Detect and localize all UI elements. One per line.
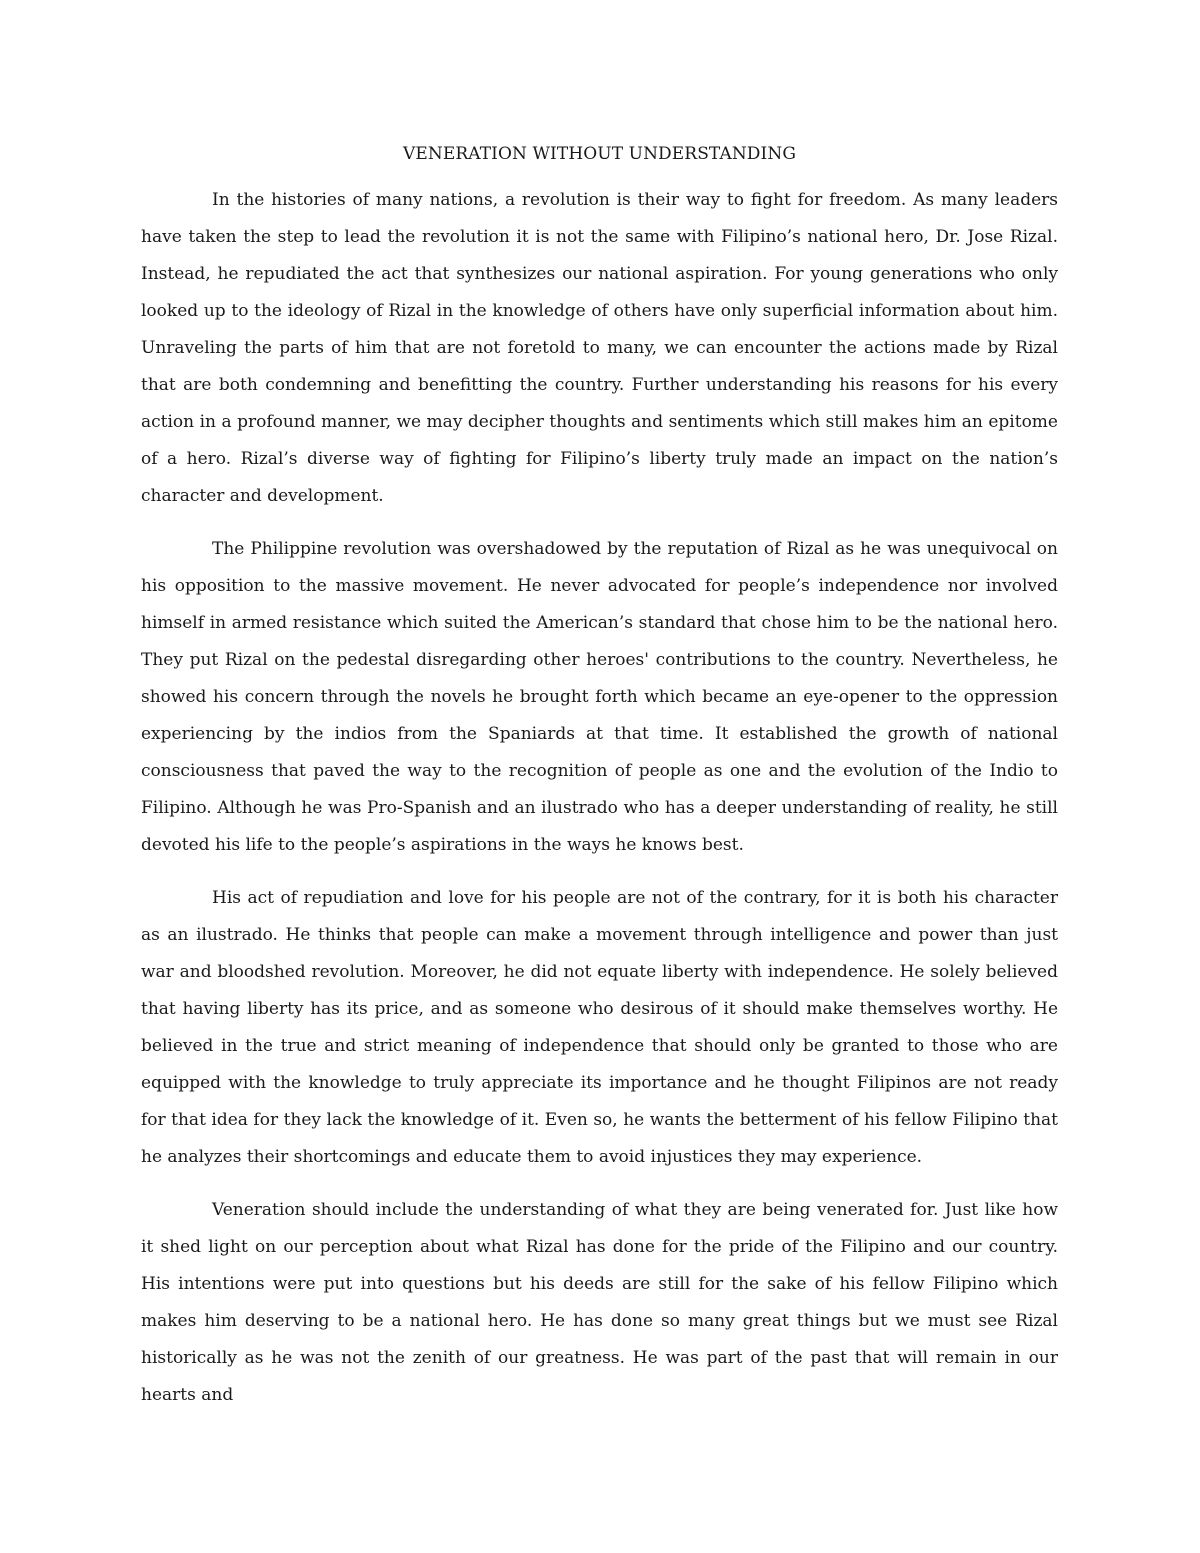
document-body bbox=[141, 140, 1058, 1414]
paragraph-4: Veneration should include the understanding of what they are being venerated for. Just like how it shed light on our perception about what Rizal has done for the pride of the Filipino and our country. His intentions were put into questions but his deeds are still for the sake of his fellow Filipino which makes him deserving to be a national hero. He has done so many great things but we must see Rizal historically as he was not the zenith of our greatness. He was part of the past that will remain in our hearts and bbox=[141, 1200, 1058, 1405]
paragraph-2: The Philippine revolution was overshadowed by the reputation of Rizal as he was unequivocal on his opposition to the massive movement. He never advocated for people’s independence nor involved himself in armed resistance which suited the American’s standard that chose him to be the national hero. They put Rizal on the pedestal disregarding other heroes' contributions to the country. Nevertheless, he showed his concern through the novels he brought forth which became an eye-opener to the oppression experiencing by the indios from the Spaniards at that time. It established the growth of national consciousness that paved the way to the recognition of people as one and the evolution of the Indio to Filipino. Although he was Pro-Spanish and an ilustrado who has a deeper understanding of reality, he still devoted his life to the people’s aspirations in the ways he knows best. bbox=[141, 539, 1058, 855]
document-title: VENERATION WITHOUT UNDERSTANDING bbox=[403, 144, 796, 164]
paragraph-3: His act of repudiation and love for his people are not of the contrary, for it is both his character as an ilustrado. He thinks that people can make a movement through intelligence and power than just war and bloodshed revolution. Moreover, he did not equate liberty with independence. He solely believed that having liberty has its price, and as someone who desirous of it should make themselves worthy. He believed in the true and strict meaning of independence that should only be granted to those who are equipped with the knowledge to truly appreciate its importance and he thought Filipinos are not ready for that idea for they lack the knowledge of it. Even so, he wants the betterment of his fellow Filipino that he analyzes their shortcomings and educate them to avoid injustices they may experience. bbox=[141, 888, 1058, 1167]
paragraph-1: In the histories of many nations, a revolution is their way to fight for freedom. As many leaders have taken the step to lead the revolution it is not the same with Filipino’s national hero, Dr. Jose Rizal. Instead, he repudiated the act that synthesizes our national aspiration. For young generations who only looked up to the ideology of Rizal in the knowledge of others have only superficial information about him. Unraveling the parts of him that are not foretold to many, we can encounter the actions made by Rizal that are both condemning and benefitting the country. Further understanding his reasons for his every action in a profound manner, we may decipher thoughts and sentiments which still makes him an epitome of a hero. Rizal’s diverse way of fighting for Filipino’s liberty truly made an impact on the nation’s character and development. bbox=[141, 190, 1058, 506]
